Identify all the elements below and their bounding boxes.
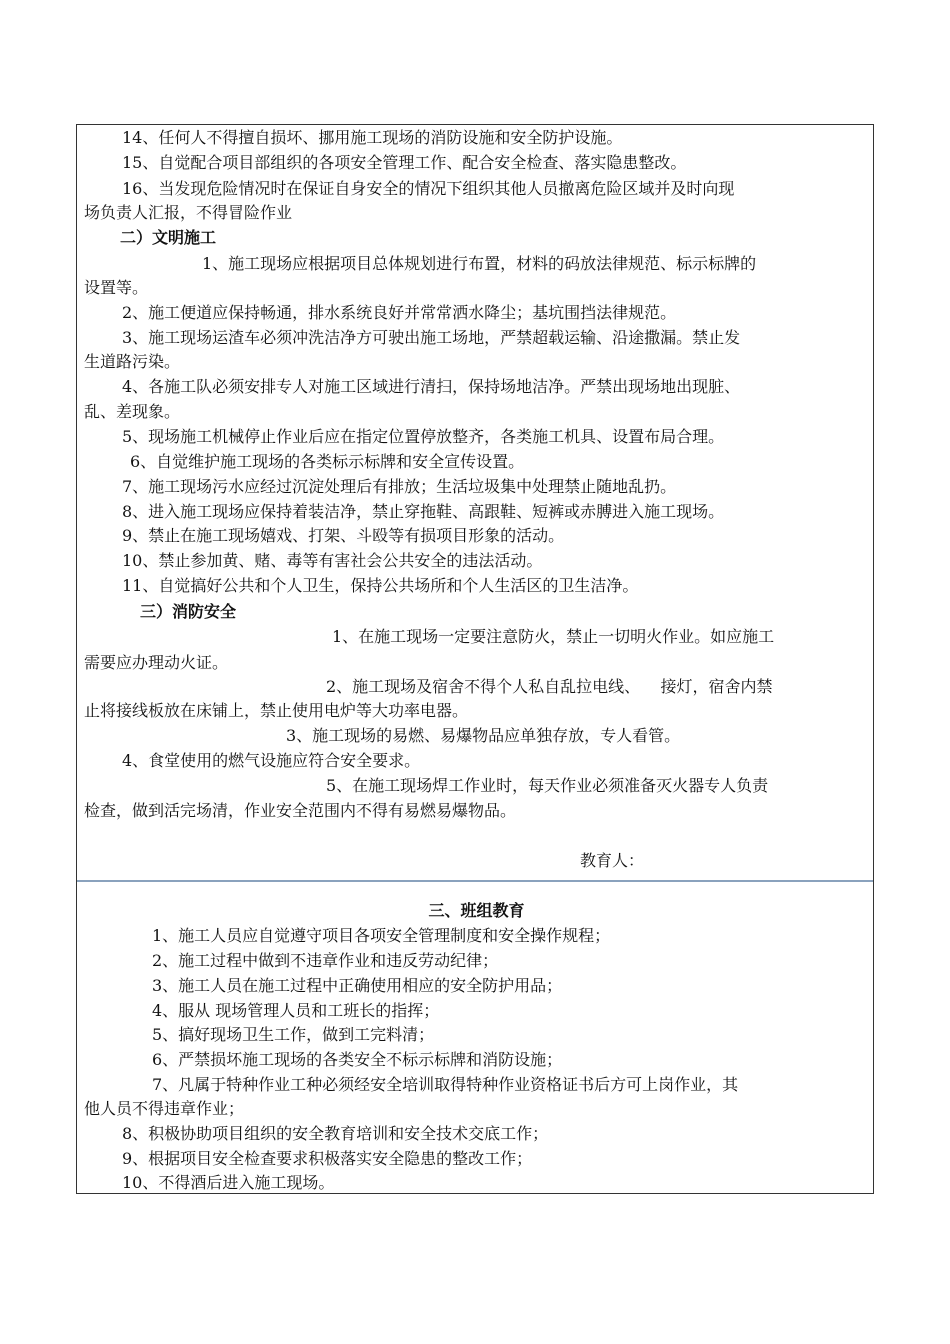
team-education-title: 三、班组教育 [428, 901, 525, 920]
fire-item-5-line1: 5、在施工现场焊工作业时，每天作业必须准备灭火器专人负责 [326, 776, 769, 795]
paragraph-15: 15、自觉配合项目部组织的各项安全管理工作、配合安全检查、落实隐患整改。 [122, 153, 687, 172]
civil-item-10: 10、禁止参加黄、赌、毒等有害社会公共安全的违法活动。 [122, 551, 543, 570]
fire-item-5-line2: 检查，做到活完场清，作业安全范围内不得有易燃易爆物品。 [84, 801, 517, 820]
civil-item-3-line1: 3、施工现场运渣车必须冲洗洁净方可驶出施工场地，严禁超载运输、沿途撒漏。禁止发 [122, 328, 741, 347]
team-item-10: 10、不得酒后进入施工现场。 [122, 1173, 335, 1192]
civil-item-9: 9、禁止在施工现场嬉戏、打架、斗殴等有损项目形象的活动。 [122, 526, 565, 545]
civil-item-5: 5、现场施工机械停止作业后应在指定位置停放整齐，各类施工机具、设置布局合理。 [122, 427, 725, 446]
team-item-4: 4、服从 现场管理人员和工班长的指挥； [152, 1001, 440, 1020]
paragraph-14: 14、任何人不得擅自损坏、挪用施工现场的消防设施和安全防护设施。 [122, 128, 623, 147]
civil-item-11: 11、自觉搞好公共和个人卫生，保持公共场所和个人生活区的卫生洁净。 [122, 576, 639, 595]
team-item-3: 3、施工人员在施工过程中正确使用相应的安全防护用品； [152, 976, 563, 995]
civil-item-6: 6、自觉维护施工现场的各类标示标牌和安全宣传设置。 [130, 452, 525, 471]
fire-safety-heading: 三）消防安全 [140, 602, 237, 621]
paragraph-16-line1: 16、当发现危险情况时在保证自身安全的情况下组织其他人员撤离危险区域并及时向现 [122, 179, 735, 198]
civil-item-2: 2、施工便道应保持畅通，排水系统良好并常常洒水降尘；基坑围挡法律规范。 [122, 303, 677, 322]
fire-item-1-line1: 1、在施工现场一定要注意防火，禁止一切明火作业。如应施工 [332, 627, 775, 646]
team-item-6: 6、严禁损坏施工现场的各类安全不标示标牌和消防设施； [152, 1050, 563, 1069]
fire-item-1-line2: 需要应办理动火证。 [84, 653, 229, 672]
fire-item-2-line1: 2、施工现场及宿舍不得个人私自乱拉电线、 接灯，宿舍内禁 [326, 677, 773, 696]
team-item-8: 8、积极协助项目组织的安全教育培训和安全技术交底工作； [122, 1124, 549, 1143]
civil-item-4-line2: 乱、差现象。 [84, 402, 181, 421]
civil-item-1-line2: 设置等。 [84, 278, 149, 297]
fire-item-3: 3、施工现场的易燃、易爆物品应单独存放，专人看管。 [286, 726, 681, 745]
fire-item-2-line2: 止将接线板放在床铺上，禁止使用电炉等大功率电器。 [84, 701, 469, 720]
team-item-9: 9、根据项目安全检查要求积极落实安全隐患的整改工作； [122, 1149, 533, 1168]
team-item-5: 5、搞好现场卫生工作，做到工完料清； [152, 1025, 435, 1044]
paragraph-16-line2: 场负责人汇报，不得冒险作业 [84, 203, 293, 222]
civil-item-7: 7、施工现场污水应经过沉淀处理后有排放；生活垃圾集中处理禁止随地乱扔。 [122, 477, 677, 496]
civil-construction-heading: 二）文明施工 [120, 228, 217, 247]
civil-item-3-line2: 生道路污染。 [84, 352, 181, 371]
fire-item-4: 4、食堂使用的燃气设施应符合安全要求。 [122, 751, 421, 770]
civil-item-4-line1: 4、各施工队必须安排专人对施工区域进行清扫，保持场地洁净。严禁出现场地出现脏、 [122, 377, 741, 396]
section-divider [77, 880, 873, 882]
team-item-7-line1: 7、凡属于特种作业工种必须经安全培训取得特种作业资格证书后方可上岗作业，其 [152, 1075, 739, 1094]
team-item-7-line2: 他人员不得违章作业； [84, 1099, 245, 1118]
educator-signature-label: 教育人： [580, 851, 645, 870]
civil-item-1-line1: 1、施工现场应根据项目总体规划进行布置，材料的码放法律规范、标示标牌的 [202, 254, 757, 273]
civil-item-8: 8、进入施工现场应保持着装洁净，禁止穿拖鞋、高跟鞋、短裤或赤膊进入施工现场。 [122, 502, 725, 521]
team-item-2: 2、施工过程中做到不违章作业和违反劳动纪律； [152, 951, 499, 970]
team-item-1: 1、施工人员应自觉遵守项目各项安全管理制度和安全操作规程； [152, 926, 611, 945]
